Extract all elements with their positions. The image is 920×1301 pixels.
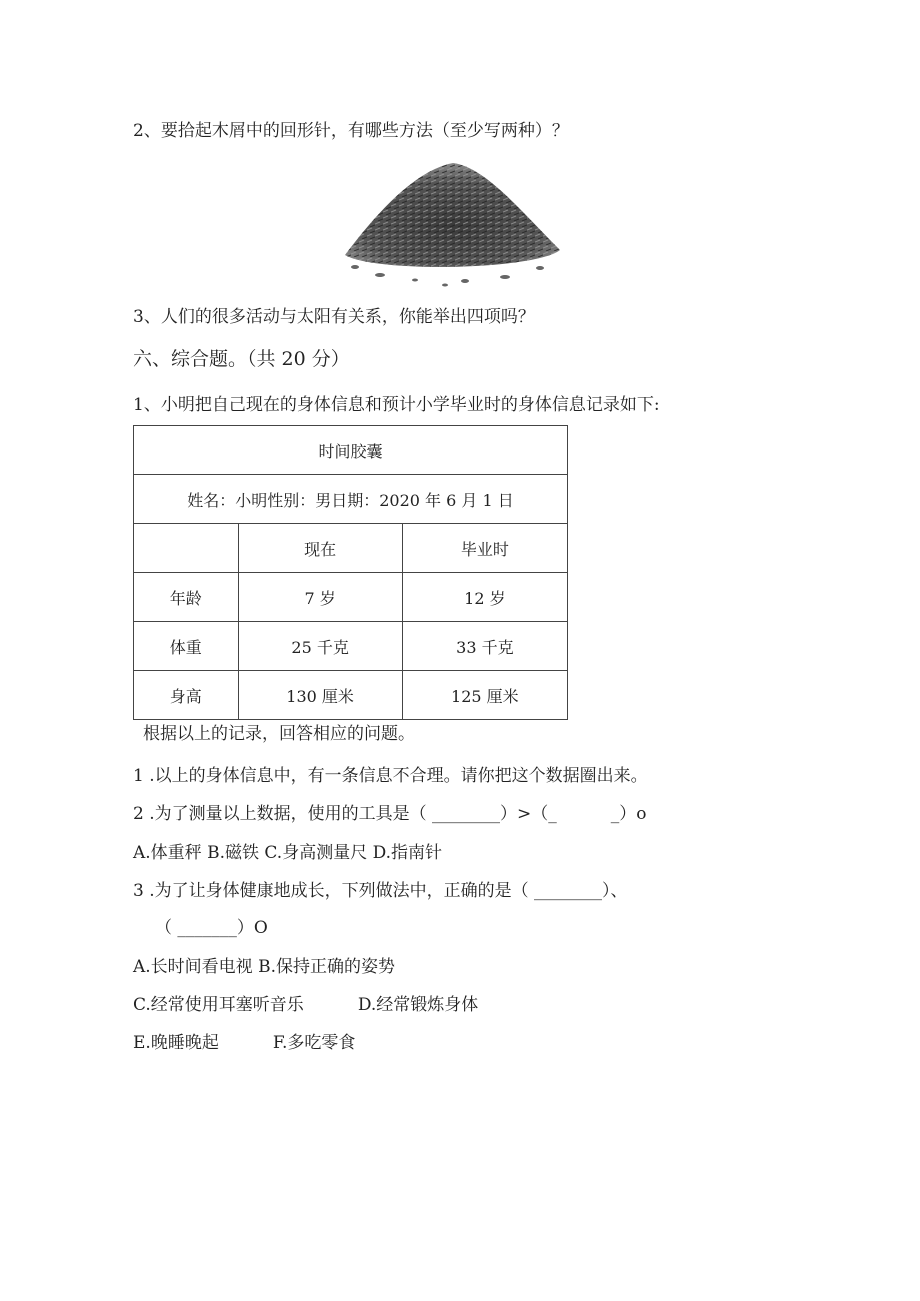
table-cell: 年龄 [134, 573, 239, 622]
wood-shavings-image [335, 155, 570, 290]
table-title: 时间胶囊 [134, 426, 568, 475]
table-info-row [134, 475, 568, 524]
table-header-row [134, 524, 568, 573]
table-cell: 125 厘米 [402, 671, 567, 720]
table-row [134, 671, 568, 720]
sub-question-3-options-1: A.长时间看电视 B.保持正确的姿势 [133, 957, 395, 977]
table-row [134, 622, 568, 671]
table-row [134, 573, 568, 622]
question-2: 2、要拾起木屑中的回形针，有哪些方法（至少写两种）？ [133, 121, 569, 141]
table-cell: 12 岁 [402, 573, 567, 622]
table-cell: 25 千克 [238, 622, 402, 671]
table-cell: 7 岁 [238, 573, 402, 622]
section-6-question-1: 1、小明把自己现在的身体信息和预计小学毕业时的身体信息记录如下: [133, 395, 660, 415]
sub-question-3-continued: （ _______）O [155, 918, 268, 938]
table-cell: 130 厘米 [238, 671, 402, 720]
table-header: 现在 [238, 524, 402, 573]
table-title-row [134, 426, 568, 475]
after-table-text: 根据以上的记录，回答相应的问题。 [143, 724, 415, 744]
sub-question-2-options: A.体重秤 B.磁铁 C.身高测量尺 D.指南针 [133, 843, 443, 863]
table-header: 毕业时 [402, 524, 567, 573]
table-cell: 体重 [134, 622, 239, 671]
table-info: 姓名：小明性别：男日期：2020 年 6 月 1 日 [134, 475, 568, 524]
question-3: 3、人们的很多活动与太阳有关系，你能举出四项吗？ [133, 307, 535, 327]
table-cell: 33 千克 [402, 622, 567, 671]
sub-question-2: 2 .为了测量以上数据，使用的工具是（ ________）>（_ _）o [133, 804, 647, 824]
time-capsule-table [133, 425, 568, 720]
sub-question-3-options-2: C.经常使用耳塞听音乐 D.经常锻炼身体 [133, 995, 479, 1015]
sub-question-3: 3 .为了让身体健康地成长，下列做法中，正确的是（ ________）、 [133, 881, 628, 901]
table-header [134, 524, 239, 573]
sub-question-3-options-3: E.晚睡晚起 F.多吃零食 [133, 1033, 356, 1053]
section-6-heading: 六、综合题。（共 20 分） [133, 348, 350, 370]
sub-question-1: 1 .以上的身体信息中，有一条信息不合理。请你把这个数据圈出来。 [133, 766, 648, 786]
table-cell: 身高 [134, 671, 239, 720]
